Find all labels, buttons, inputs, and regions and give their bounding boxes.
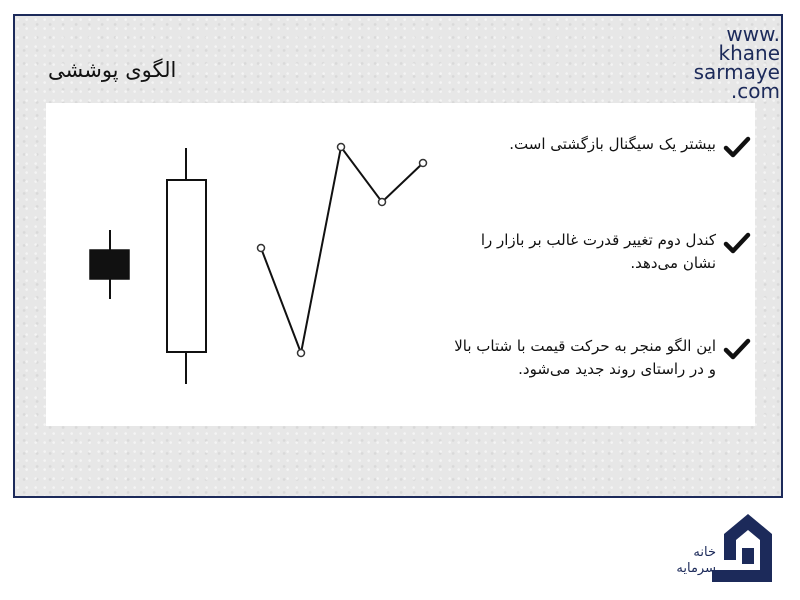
bullet-item-3 xyxy=(436,335,754,381)
brand-url xyxy=(690,22,780,103)
bullet-text-1: بیشتر یک سیگنال بازگشتی است. xyxy=(509,135,716,153)
logo-line-1: خانه xyxy=(693,545,716,560)
price-point xyxy=(298,350,305,357)
engulfing-pattern-diagram xyxy=(46,103,446,426)
bullet-item-2 xyxy=(436,229,754,275)
price-point xyxy=(338,144,345,151)
brand-line-com: .com xyxy=(730,79,780,103)
price-point xyxy=(420,160,427,167)
checkmark-icon xyxy=(720,335,754,365)
brand-line-sarmaye: sarmaye xyxy=(693,60,780,84)
small-candle-body xyxy=(90,250,129,279)
bullet-text-3: این الگو منجر به حرکت قیمت با شتاب بالا و در راستای روند جدید می‌شود. xyxy=(454,337,716,378)
price-path-line xyxy=(261,147,423,353)
price-point xyxy=(258,245,265,252)
checkmark-icon xyxy=(720,133,754,163)
price-point xyxy=(379,199,386,206)
slide-title: الگوی پوششی xyxy=(48,58,177,82)
bullet-item-1 xyxy=(436,133,754,163)
large-candle-body xyxy=(167,180,206,352)
brand-line-khane: khane xyxy=(718,41,780,65)
logo-line-2: سرمایه xyxy=(676,561,716,576)
brand-line-www: www. xyxy=(726,22,780,46)
logo-wordmark xyxy=(656,545,716,577)
bullet-text-2: کندل دوم تغییر قدرت غالب بر بازار را نشان می‌دهد. xyxy=(480,231,716,272)
content-panel xyxy=(46,103,755,426)
checkmark-icon xyxy=(720,229,754,259)
